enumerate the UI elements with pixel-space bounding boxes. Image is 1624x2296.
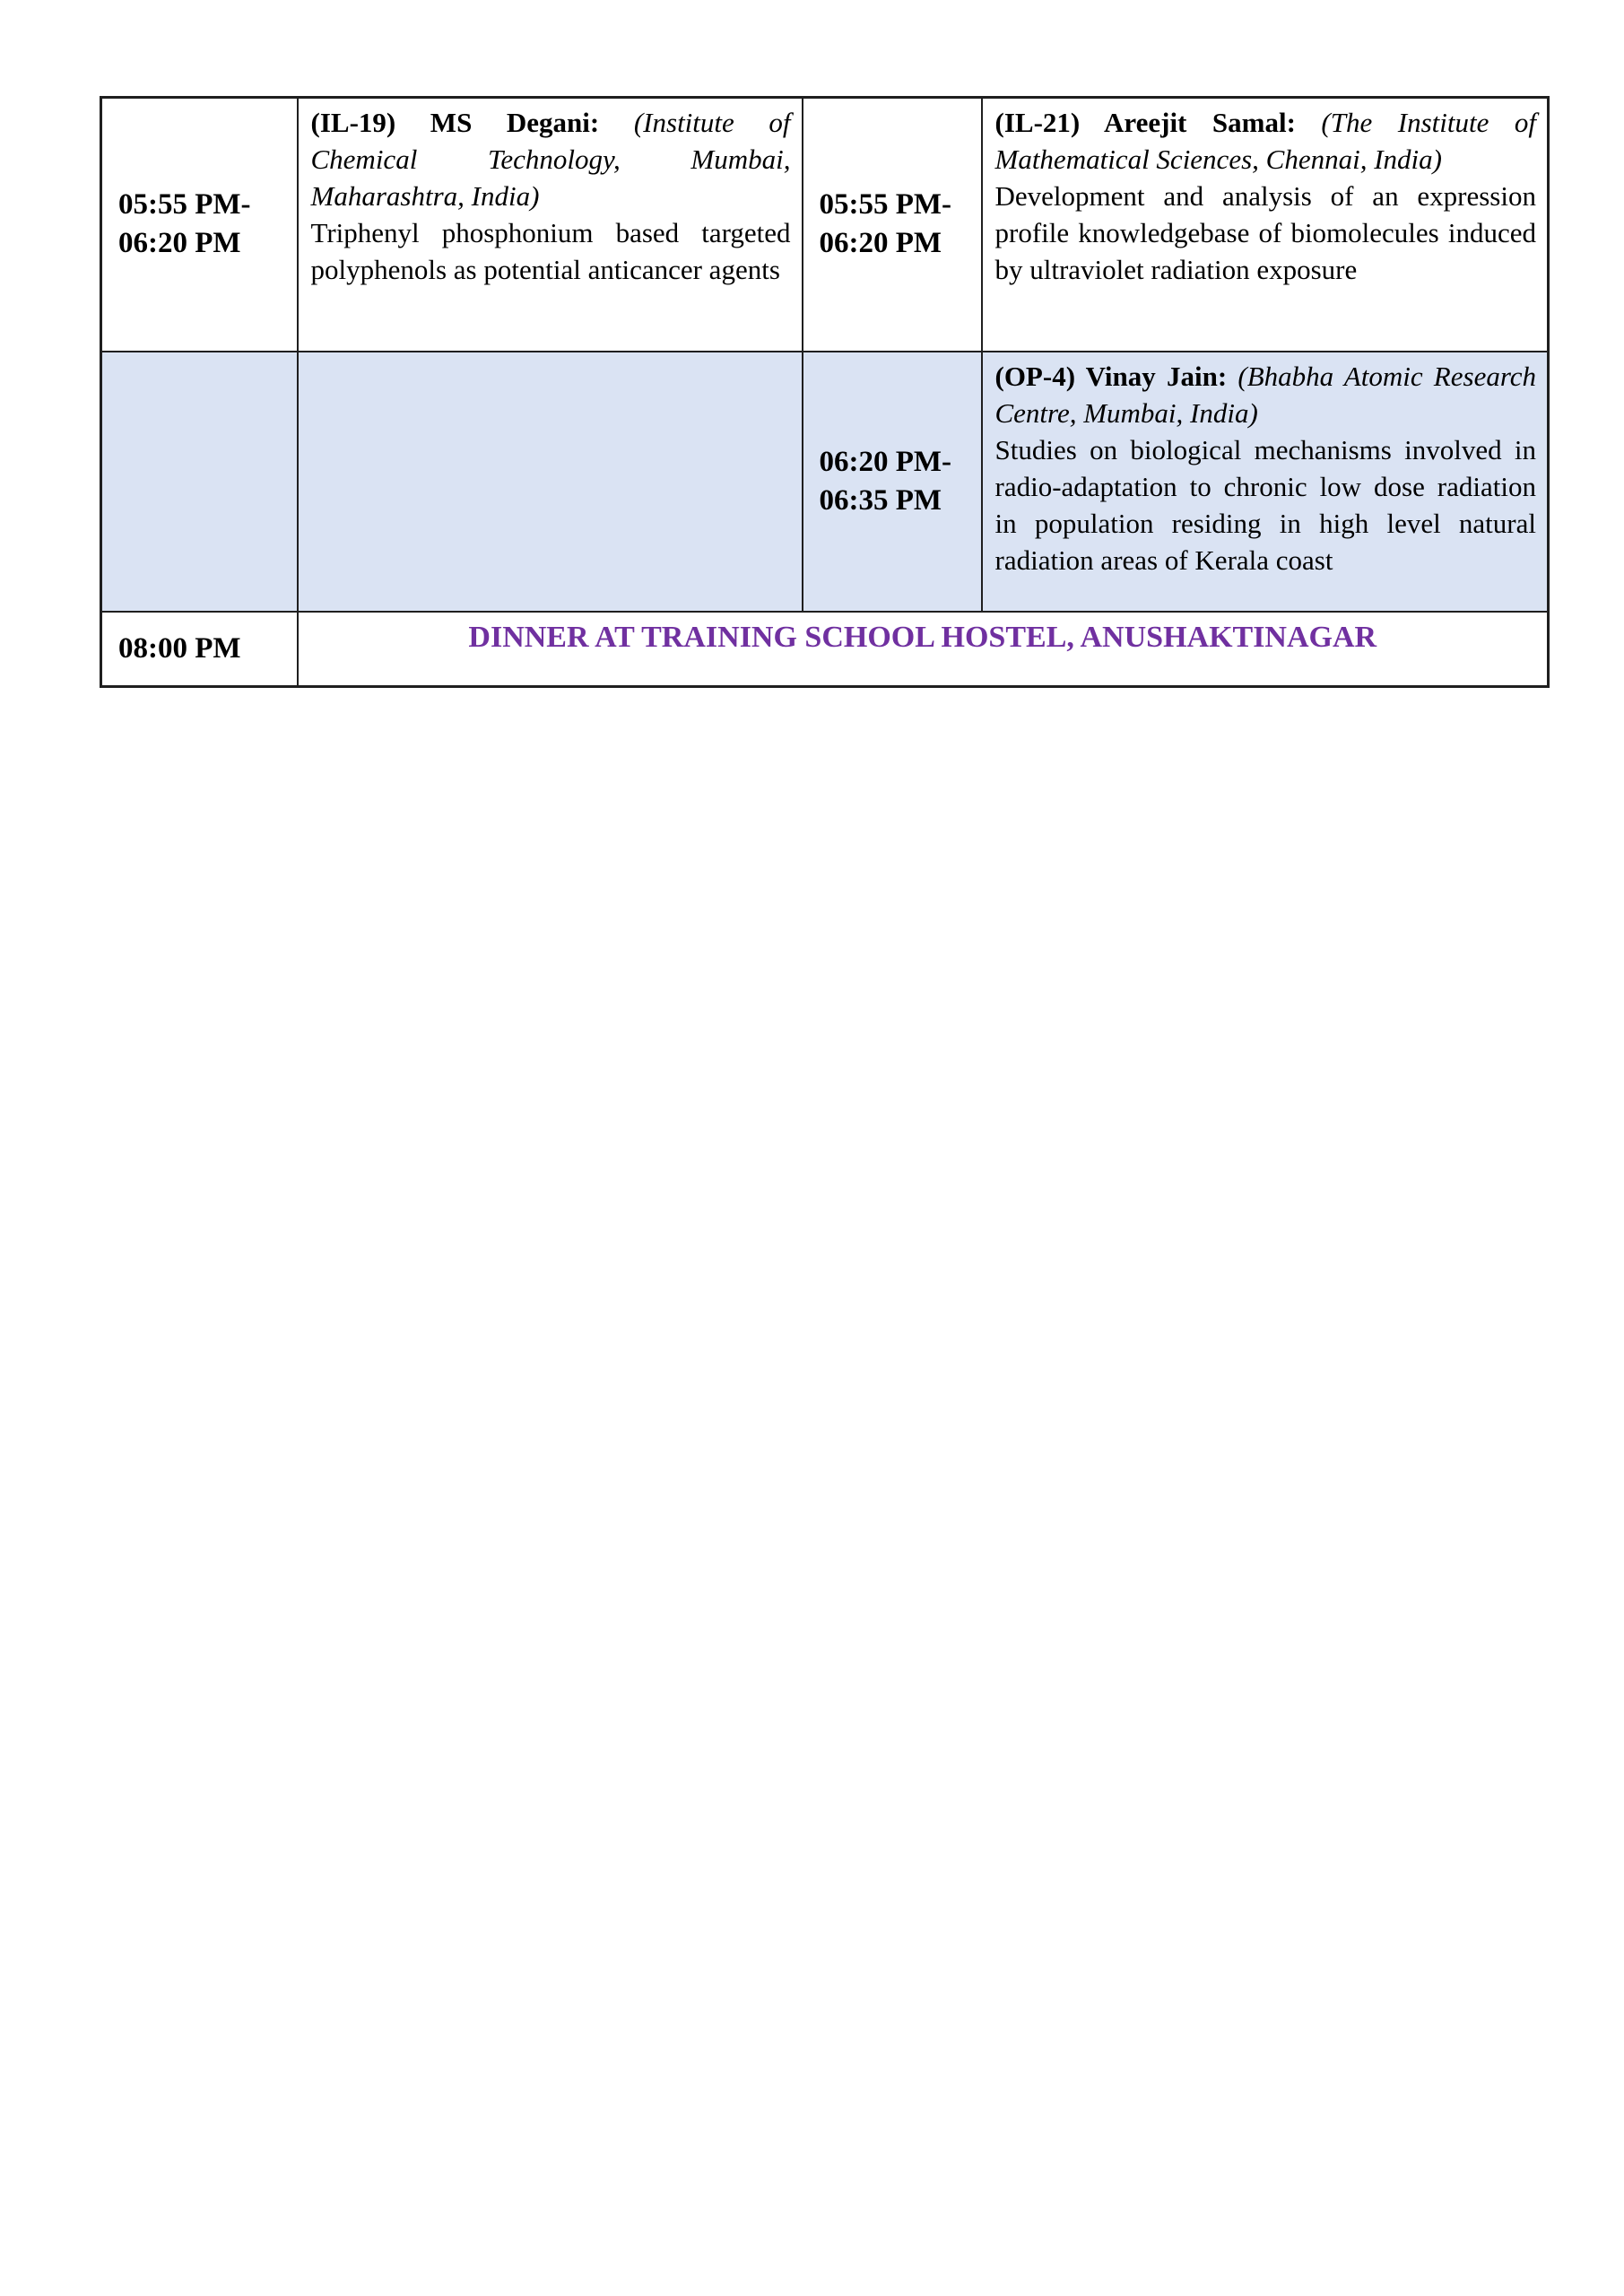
empty-cell: [101, 352, 298, 612]
session-row-1: [101, 98, 1549, 352]
talk-header: [995, 104, 1537, 178]
talk-title: Development and analysis of an expression profile knowledgebase of biomolecules induced by ultraviolet radiation exposure: [994, 180, 1536, 285]
talk-cell-il19: [298, 98, 803, 352]
talk-title: Triphenyl phosphonium based targeted polyphenols as potential anticancer agents: [310, 217, 791, 285]
dinner-announcement: DINNER AT TRAINING SCHOOL HOSTEL, ANUSHAKTINAGAR: [298, 612, 1549, 687]
time-cell-session2: [803, 352, 982, 612]
talk-code-speaker: (OP-4) Vinay Jain:: [994, 360, 1228, 392]
time-line: 06:20 PM-: [819, 445, 952, 478]
time-line: 06:20 PM: [118, 227, 241, 260]
time-line: 06:35 PM: [819, 483, 942, 517]
time-cell-dinner: 08:00 PM: [101, 612, 298, 687]
talk-affiliation: (The Institute of Mathematical Sciences, Chennai, India): [994, 107, 1536, 175]
time-line: 05:55 PM-: [819, 188, 952, 222]
session-row-2: [101, 352, 1549, 612]
talk-cell-il21: [982, 98, 1549, 352]
schedule-table: [100, 96, 1550, 688]
dinner-row: [101, 612, 1549, 687]
time-line: 05:55 PM-: [118, 188, 251, 222]
time-cell-session1-right: [803, 98, 982, 352]
time-cell-session1-left: [101, 98, 298, 352]
talk-code-speaker: (IL-19) MS Degani:: [310, 107, 600, 138]
talk-header: [995, 358, 1537, 431]
talk-affiliation: (Bhabha Atomic Research Centre, Mumbai, India): [994, 360, 1536, 429]
talk-affiliation: (Institute of Chemical Technology, Mumbai, Maharashtra, India): [310, 107, 791, 212]
time-line: 06:20 PM: [819, 227, 942, 260]
empty-cell: [298, 352, 803, 612]
talk-cell-op4: [982, 352, 1549, 612]
talk-header: [311, 104, 791, 214]
talk-code-speaker: (IL-21) Areejit Samal:: [994, 107, 1296, 138]
talk-title: Studies on biological mechanisms involved in radio-adaptation to chronic low dose radiation in population residing in high level natural radiation areas of Kerala coast: [994, 433, 1536, 576]
